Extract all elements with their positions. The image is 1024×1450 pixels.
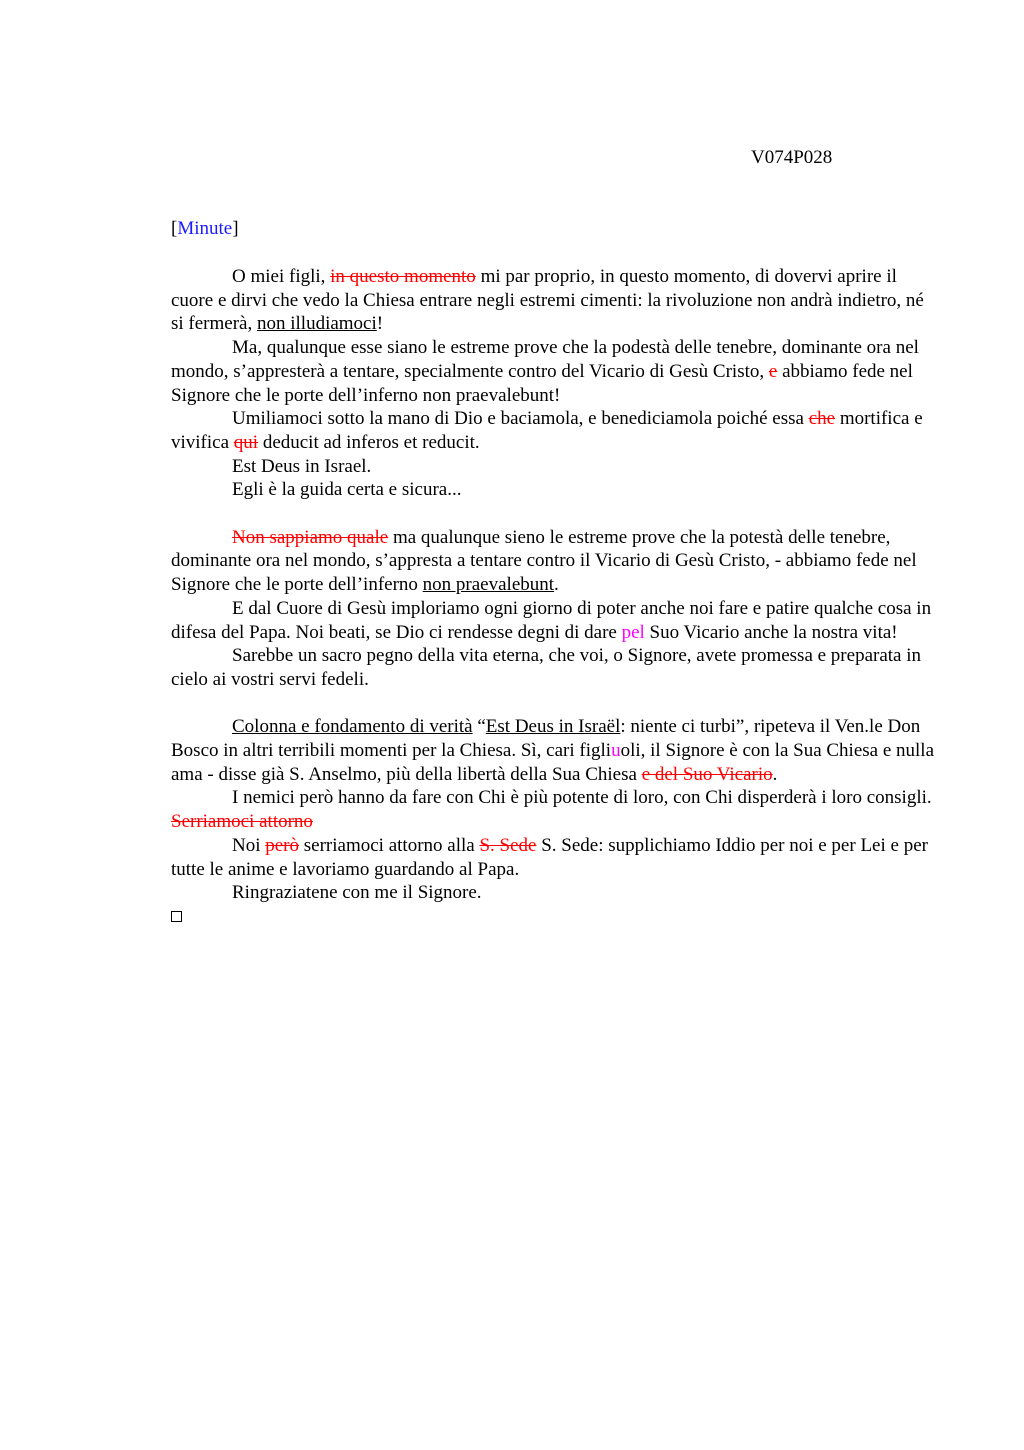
document-body (171, 265, 941, 929)
deleted-text: qui (233, 431, 259, 453)
text-run: mi par proprio, in questo momento, di dovervi aprire il cuore e dirvi che vedo la Chiesa entrare negli estremi cimenti: la rivoluzione non andrà indietro, né si fermerà, (171, 266, 924, 335)
underlined-text: non illudiamoci (256, 313, 377, 335)
underlined-text: Colonna e fondamento di verità (232, 716, 473, 738)
document-reference-code: V074P028 (751, 147, 833, 168)
text-run: O miei figli, (232, 266, 331, 287)
text-run: : niente ci turbi”, ripeteva il Ven.le Don Bosco in altri terribili momenti per la Chiesa. Sì, cari figli (171, 716, 921, 762)
deleted-text: Non sappiamo quale (232, 526, 389, 548)
deleted-text: S. Sede (479, 834, 537, 856)
text-run: Sarebbe un sacro pegno della vita eterna, che voi, o Signore, avete promessa e preparata in cielo ai vostri servi fedeli. (171, 645, 922, 690)
paragraph (171, 526, 941, 597)
text-run: I nemici però hanno da fare con Chi è più potente di loro, con Chi disperderà i loro consigli. (232, 787, 932, 809)
paragraph-gap (171, 692, 941, 716)
inserted-text: pel (621, 621, 645, 643)
text-run: . (772, 763, 778, 785)
section-label (171, 218, 239, 240)
paragraph (171, 834, 941, 881)
text-run: serriamoci attorno alla (299, 834, 480, 856)
paragraph (171, 715, 941, 786)
deleted-text: e (768, 360, 778, 382)
underlined-text: Est Deus in Israël (485, 716, 621, 738)
paragraph (171, 597, 941, 644)
text-run: mortifica e vivifica (171, 408, 923, 453)
paragraph (171, 455, 941, 479)
text-run: E dal Cuore di Gesù imploriamo ogni giorno di poter anche noi fare e patire qualche cosa in difesa del Papa. Noi beati, se Dio ci rendesse degni di dare (171, 597, 932, 643)
text-run: abbiamo fede nel Signore che le porte dell’inferno non praevalebunt! (171, 360, 913, 406)
text-run: Suo Vicario anche la nostra vita! (644, 621, 898, 643)
empty-square-icon (171, 911, 182, 922)
deleted-text: che (808, 408, 836, 430)
paragraph (171, 407, 941, 454)
text-run: oli, il Signore è con la Sua Chiesa e nulla ama - disse già S. Anselmo, più della libertà della Sua Chiesa (171, 740, 935, 785)
paragraph (171, 478, 941, 502)
paragraph (171, 336, 941, 407)
paragraph-gap (171, 502, 941, 526)
text-run: Egli è la guida certa e sicura... (232, 479, 462, 501)
text-run: Umiliamoci sotto la mano di Dio e baciamola, e benediciamola poiché essa (232, 408, 809, 430)
text-run: ma qualunque sieno le estreme prove che la potestà delle tenebre, dominante ora nel mondo, s’appresta a tentare contro il Vicario di Gesù Cristo, - abbiamo fede nel Signore che le porte dell’inferno (171, 526, 917, 596)
text-run: Est Deus in Israel. (232, 455, 372, 477)
label-open-bracket: [ (171, 218, 178, 239)
text-run: deducit ad inferos et reducit. (258, 431, 480, 453)
text-run: “ (472, 716, 486, 738)
text-run: . (554, 574, 559, 596)
label-close-bracket: ] (232, 218, 239, 239)
text-run: Ma, qualunque esse siano le estreme prove che la podestà delle tenebre, dominante ora nel mondo, s’appresterà a tentare, specialmente contro del Vicario di Gesù Cristo, (171, 337, 919, 382)
paragraph (171, 265, 941, 336)
deleted-text: Serriamoci attorno (171, 811, 313, 833)
deleted-text: e del Suo Vicario (641, 763, 773, 785)
underlined-text: non praevalebunt (422, 574, 555, 596)
text-run: S. Sede: supplichiamo Iddio per noi e per Lei e per tutte le anime e lavoriamo guardando al Papa. (171, 834, 928, 880)
text-run: Ringraziatene con me il Signore. (232, 882, 482, 904)
paragraph (171, 881, 941, 905)
inserted-text: u (611, 740, 621, 762)
end-marker (171, 905, 941, 929)
text-run: ! (376, 313, 384, 335)
label-text: Minute (177, 218, 233, 239)
deleted-text: però (265, 834, 300, 856)
deleted-text: in questo momento (330, 266, 476, 287)
paragraph (171, 644, 941, 691)
paragraph (171, 786, 941, 833)
text-run: Noi (232, 834, 266, 856)
